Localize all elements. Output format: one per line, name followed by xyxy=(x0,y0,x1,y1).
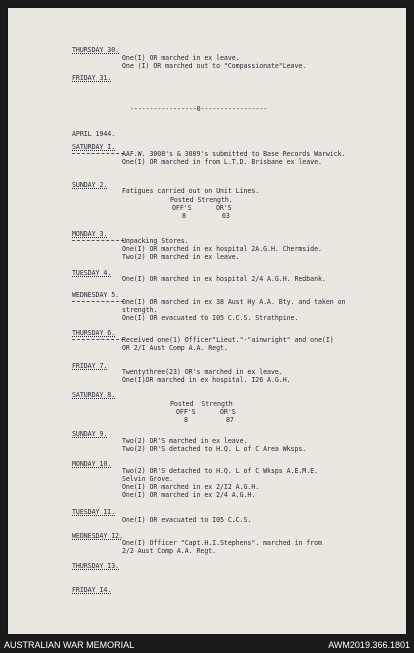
entry-line: Received one(1) Officer"Lieut."-"ainwright" and one(I) xyxy=(122,336,334,344)
entry-line: Fatigues carried out on Unit Lines. xyxy=(122,187,260,195)
entry-line: One(I) OR marched in ex hospital 2/4 A.G.H. Redbank. xyxy=(122,275,326,283)
strength-title: Posted Strength. xyxy=(170,196,233,204)
document-page xyxy=(8,8,406,634)
entry-line: 2/2 Aust Comp A.A. Regt. xyxy=(122,547,217,555)
day-heading: SATURDAY I. xyxy=(72,143,116,151)
officers-count: 8 xyxy=(182,212,186,220)
day-heading: TUESDAY 4. xyxy=(72,269,112,277)
heading-rule xyxy=(72,301,124,302)
day-heading: THURSDAY 6. xyxy=(72,329,116,337)
entry-line: Two(2) OR marched in ex leave. xyxy=(122,253,240,261)
officers-count: 8 xyxy=(184,416,188,424)
entry-line: Twentythree(23) OR's marched in ex leave. xyxy=(122,368,283,376)
entry-line: One(I) OR marched in ex hospital 2A.G.H. Chermside. xyxy=(122,245,322,253)
day-heading: WEDNESDAY I2. xyxy=(72,532,123,540)
heading-rule xyxy=(72,339,124,340)
entry-line: Selvin Grove. xyxy=(122,475,173,483)
footer-archive-name: AUSTRALIAN WAR MEMORIAL xyxy=(4,640,135,650)
entry-line: One(I) OR marched in from L.T.D. Brisbane ex leave. xyxy=(122,158,322,166)
entry-line: One(I) OR marched in ex 2/4 A.G.H. xyxy=(122,491,256,499)
day-heading: SUNDAY 9. xyxy=(72,430,108,438)
day-heading: THURSDAY 30. xyxy=(72,46,120,54)
entry-line: AAF.W. 3008's & 3009's submitted to Base Records Warwick. xyxy=(122,150,346,158)
officers-header: OFF'S xyxy=(176,408,196,416)
other-ranks-header: OR'S xyxy=(216,204,232,212)
strength-title: Posted Strength xyxy=(170,400,233,408)
entry-line: strength. xyxy=(122,306,158,314)
day-heading: SATURDAY 8. xyxy=(72,391,116,399)
section-divider: -----------------0----------------- xyxy=(130,105,268,113)
entry-line: One(I) OR evacuated to I05 C.C.S. xyxy=(122,516,252,524)
entry-line: One(I) OR marched in ex 2/I2 A.G.H. xyxy=(122,483,260,491)
entry-line: Unpacking Stores. xyxy=(122,237,189,245)
heading-rule xyxy=(72,240,124,241)
day-heading: TUESDAY II. xyxy=(72,508,116,516)
entry-line: Two(2) OR'S marched in ex leave. xyxy=(122,437,248,445)
footer-accession-number: AWM2019.366.1801 xyxy=(328,640,410,650)
entry-line: Two(2) OR'S detached to H.Q. L of C Wksps A.E.M.E. xyxy=(122,467,318,475)
day-heading: FRIDAY 7. xyxy=(72,362,108,370)
entry-line: OR 2/I Aust Comp A.A. Regt. xyxy=(122,344,228,352)
day-heading: MONDAY 3. xyxy=(72,230,108,238)
day-heading: WEDNESDAY 5. xyxy=(72,291,120,299)
heading-rule xyxy=(72,153,124,154)
other-ranks-count: 87 xyxy=(226,416,234,424)
day-heading: FRIDAY I4. xyxy=(72,586,112,594)
entry-line: One(I) Officer "Capt.H.I.Stephens". marched in from xyxy=(122,539,322,547)
other-ranks-header: OR'S xyxy=(220,408,236,416)
officers-header: OFF'S xyxy=(172,204,192,212)
day-heading: FRIDAY 31. xyxy=(72,74,112,82)
entry-line: Two(2) OR'S detached to H.Q. L of C Area Wksps. xyxy=(122,445,307,453)
day-heading: THURSDAY I3. xyxy=(72,562,120,570)
entry-line: One(I)OR marched in ex hospital. I26 A.G.H. xyxy=(122,376,291,384)
day-heading: SUNDAY 2. xyxy=(72,181,108,189)
entry-line: One(I) OR marched in ex 38 Aust Hy A.A. Bty. and taken on xyxy=(122,298,346,306)
other-ranks-count: 63 xyxy=(222,212,230,220)
entry-line: One(I) OR marched in ex leave. xyxy=(122,54,240,62)
day-heading: MONDAY 10. xyxy=(72,460,112,468)
entry-line: One (I) OR marched out to "Compassionate"Leave. xyxy=(122,62,307,70)
entry-line: One(I) OR evacuated to I05 C.C.S. Strathpine. xyxy=(122,314,299,322)
month-heading: APRIL 1944. xyxy=(72,130,116,138)
